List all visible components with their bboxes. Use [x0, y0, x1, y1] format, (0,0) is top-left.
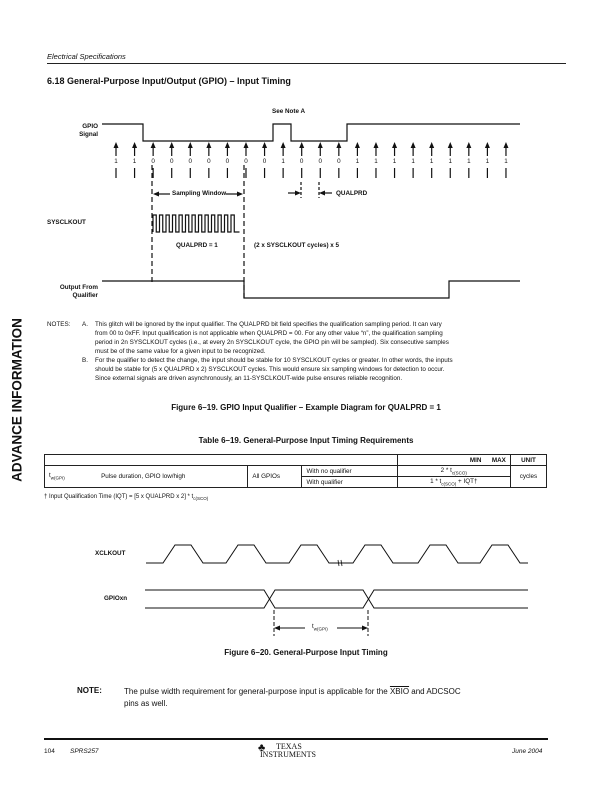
figure-6-20-caption: Figure 6–20. General-Purpose Input Timing — [224, 648, 388, 657]
sample-arrowhead — [169, 142, 174, 148]
sample-arrowhead — [503, 142, 508, 148]
sample-arrowhead — [262, 142, 267, 148]
note-b-text: For the qualifier to detect the change, the input should be stable for 10 SYSCLKOUT cycles or greater. In other words, the inputs should be stable for (5 x QUALPRD x 2) SYSCLKOUT cycles. This would ensure six sampling windows for detection to occur. Since external signals are driven asynchronously, an 11-SYSCLKOUT-wide pulse ensures reliable recognition. — [95, 357, 453, 382]
xclkout-waveform — [146, 545, 528, 563]
gpio-signal-waveform — [102, 124, 520, 141]
table-row: With qualifier $1 * t_{c(SCO)}$ + IQT† — [45, 477, 547, 488]
sample-arrowhead — [466, 142, 471, 148]
document-page: Electrical Specifications 6.18 General-Purpose Input/Output (GPIO) – Input Timing ADVANCE INFORMATION See Note A GPIO Signal 1 1 0 0 0 0 0 0 0 1 0 0 0 1 1 1 1 1 1 1 1 1 Sampling Window QUALPRD SYSCLKOUT QUALPRD = 1 (2 x SYSCLKOUT cycles) x 5 Output From Qualifier NOTES: A. This glitch will be ignored by the input qualifier. The QUALPRD bit field specifies the qualification sampling period. It can vary from 00 to 0xFF. Input qualification is not applicable when QUALPRD = 00. For any other value “n”, the qualification sampling period in 2n SYSCLKOUT cycles (i.e., at every 2n SYSCLKOUT cycle, the GPIO pin will be sampled). Six consecutive samples must be of the same value for a given input to be recognized. B. For the qualifier to detect the change, the input should be stable for 10 SYSCLKOUT cycles or greater. In other words, the inputs should be stable for (5 x QUALPRD x 2) SYSCLKOUT cycles. This would ensure six sampling windows for detection to occur. Since external signals are driven asynchronously, an 11-SYSCLKOUT-wide pulse ensures reliable recognition. Figure 6–19. GPIO Input Qualifier – Example Diagram for QUALPRD = 1 Table 6–19. General-Purpose Input Timing Requirements MIN MAX UNIT $t_{w(GPI)}$ Pulse duration, GPIO low/high All GPIOs With no qualifier $2 * t_{c(SCO)}$ cycles With qualifier $1 * t_{c(SCO)}$ + IQT† † Input Qualification Time (IQT) = [5 x QUALPRD x $2] * t_{c(SCO)}$ XCLKOUT GPIOxn $t_{w(GPI)}$ Figure 6–20. General-Purpose Input Timing NOTE: The pulse width requirement for general-purpose input is applicable for the XBIO and ADCSOC pins as well. 104 SPRS257 ♣ TEXAS INSTRUMENTS June 2004 — [0, 0, 612, 792]
cycles-label: (2 x SYSCLKOUT cycles) x 5 — [254, 242, 340, 249]
sample-arrowhead — [132, 142, 137, 148]
doc-number: SPRS257 — [70, 748, 99, 755]
sample-value: 0 — [169, 158, 174, 165]
sample-value: 0 — [337, 158, 341, 165]
sample-arrowhead — [225, 142, 230, 148]
sample-value: 1 — [411, 158, 415, 165]
sample-value: 1 — [485, 158, 490, 165]
sample-arrowhead — [114, 142, 119, 148]
section-header: Electrical Specifications — [47, 52, 126, 61]
sample-value: 0 — [225, 158, 230, 165]
output-qualifier-label: Output From Qualifier — [59, 284, 98, 299]
gpioxn-top — [145, 590, 279, 608]
note-a-marker: A. — [82, 321, 88, 328]
sample-arrowhead — [206, 142, 211, 148]
sample-value: 1 — [448, 158, 452, 165]
sample-value: 0 — [299, 158, 304, 165]
table-footnote: † Input Qualification Time (IQT) = [5 x QUALPRD x $2] * t_{c(SCO)}$ — [44, 494, 209, 502]
gpi-timing-diagram — [145, 545, 528, 636]
sample-value: 1 — [281, 158, 285, 165]
sample-arrowhead — [411, 142, 416, 148]
sample-arrowhead — [392, 142, 397, 148]
timing-requirements-table — [44, 454, 547, 488]
sample-value: 0 — [262, 158, 267, 165]
gpioxn-bottom — [145, 590, 279, 608]
sample-value: 0 — [188, 158, 193, 165]
sample-arrowhead — [299, 142, 304, 148]
sample-arrowhead — [336, 142, 341, 148]
side-banner: ADVANCE INFORMATION — [9, 318, 25, 482]
sysclkout-label: SYSCLKOUT — [47, 219, 86, 226]
sample-arrowhead — [355, 142, 360, 148]
sysclkout-waveform — [153, 215, 240, 232]
sample-arrowhead — [318, 142, 323, 148]
xclkout-label: XCLKOUT — [95, 550, 126, 557]
sample-value: 1 — [132, 158, 137, 165]
sample-value: 1 — [504, 158, 508, 165]
qualprd-equation: QUALPRD = 1 — [176, 242, 218, 249]
note-text: The pulse width requirement for general-purpose input is applicable for the XBIO and ADCSOC pins as well. — [124, 687, 461, 708]
sample-value: 0 — [244, 158, 248, 165]
sample-arrowhead — [373, 142, 378, 148]
table-title: Table 6–19. General-Purpose Input Timing Requirements — [198, 436, 414, 445]
sample-value: 1 — [467, 158, 471, 165]
sampling-window-label: Sampling Window — [172, 190, 227, 197]
sample-value: 1 — [355, 158, 360, 165]
sample-arrowhead — [243, 142, 248, 148]
ti-logo-icon: ♣ — [258, 742, 266, 754]
sample-arrowhead — [188, 142, 193, 148]
note-label: NOTE: — [77, 686, 102, 695]
sample-value: 0 — [207, 158, 211, 165]
sample-arrowhead — [448, 142, 453, 148]
sample-value: 1 — [374, 158, 378, 165]
sample-arrowhead — [429, 142, 434, 148]
gpio-qualifier-diagram — [102, 124, 520, 298]
sample-arrowhead — [151, 142, 156, 148]
sample-value: 1 — [392, 158, 397, 165]
gpio-signal-label: GPIO Signal — [79, 123, 98, 138]
qualifier-output-waveform — [102, 281, 520, 298]
sample-value: 0 — [318, 158, 323, 165]
section-title: 6.18 General-Purpose Input/Output (GPIO) – Input Timing — [47, 76, 291, 86]
note-b-marker: B. — [82, 357, 88, 364]
sample-value: 0 — [151, 158, 155, 165]
sample-value: 1 — [114, 158, 118, 165]
table-header-row: MIN MAX UNIT — [45, 455, 547, 466]
page-number: 104 — [44, 748, 55, 755]
see-note-a: See Note A — [272, 108, 306, 115]
notes-label: NOTES: — [47, 321, 71, 328]
sample-arrowhead — [485, 142, 490, 148]
sample-arrowhead — [281, 142, 286, 148]
note-a-text: This glitch will be ignored by the input qualifier. The QUALPRD bit field specifies the qualification sampling period. It can vary from 00 to 0xFF. Input qualification is not applicable when QUALPRD = 00. For any other value “n”, the qualification sampling period in 2n SYSCLKOUT cycles (i.e., at every 2n SYSCLKOUT cycle, the GPIO pin will be sampled). Six consecutive samples must be of the same value for a given input to be recognized. — [95, 321, 449, 355]
table-row: $t_{w(GPI)}$ Pulse duration, GPIO low/high All GPIOs With no qualifier $2 * t_{c(SCO)}$ cycles — [45, 466, 547, 477]
doc-date: June 2004 — [512, 748, 543, 755]
gpioxn-label: GPIOxn — [104, 595, 128, 602]
figure-6-19-caption: Figure 6–19. GPIO Input Qualifier – Example Diagram for QUALPRD = 1 — [171, 403, 441, 412]
qualprd-label: QUALPRD — [336, 190, 368, 197]
tw-gpi-label: $t_{w(GPI)}$ — [312, 623, 328, 632]
footer-rule — [44, 738, 548, 740]
sample-value: 1 — [429, 158, 434, 165]
